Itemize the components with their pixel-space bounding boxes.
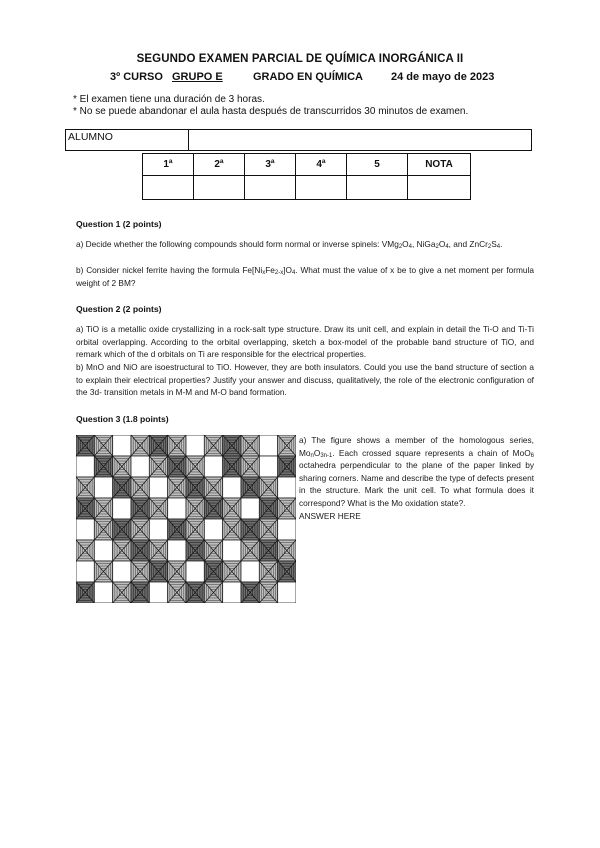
light-crossed-square (113, 540, 131, 561)
light-crossed-square (149, 498, 167, 519)
light-crossed-square (149, 456, 167, 477)
note-leave: * No se puede abandonar el aula hasta después de transcurridos 30 minutos de examen. (73, 106, 469, 117)
dark-crossed-square (76, 435, 94, 456)
degree-label: GRADO EN QUÍMICA (253, 71, 363, 83)
light-crossed-square (241, 540, 259, 561)
white-square (259, 435, 277, 456)
white-square (76, 561, 94, 582)
dark-crossed-square (186, 540, 204, 561)
dark-crossed-square (278, 561, 296, 582)
light-crossed-square (113, 456, 131, 477)
dark-crossed-square (241, 477, 259, 498)
q2-title: Question 2 (2 points) (76, 304, 162, 314)
student-name-box[interactable] (65, 129, 532, 151)
grade-cell[interactable] (347, 176, 408, 200)
grade-cell[interactable] (194, 176, 245, 200)
grade-cell[interactable] (143, 176, 194, 200)
course-label: 3º CURSO (110, 71, 163, 83)
grade-cell[interactable] (296, 176, 347, 200)
light-crossed-square (131, 519, 149, 540)
white-square (186, 435, 204, 456)
light-crossed-square (76, 540, 94, 561)
student-label: ALUMNO (68, 131, 113, 143)
dark-crossed-square (259, 540, 277, 561)
white-square (94, 582, 112, 603)
dark-crossed-square (223, 435, 241, 456)
exam-title: SEGUNDO EXAMEN PARCIAL DE QUÍMICA INORGÁNICA II (136, 53, 464, 65)
dark-crossed-square (131, 540, 149, 561)
white-square (204, 456, 222, 477)
q3-part-a: a) The figure shows a member of the homologous series, $Mo_nO_{3n-1}$. Each crossed square represents a chain of MoO$_6$ octahedra perpendicular to the plane of the paper linked by sharing corners. Name and describe the type of defects present in the structure. Mark the unit cell. To what formula does it correspond? What is the Mo oxidation state?. ANSWER HERE (299, 435, 534, 521)
white-square (113, 561, 131, 582)
grade-header: 3ª (245, 154, 296, 176)
light-crossed-square (259, 582, 277, 603)
light-crossed-square (168, 435, 186, 456)
light-crossed-square (94, 435, 112, 456)
light-crossed-square (186, 498, 204, 519)
white-square (94, 477, 112, 498)
dark-crossed-square (94, 456, 112, 477)
white-square (149, 477, 167, 498)
dark-crossed-square (204, 498, 222, 519)
grade-header: 5 (347, 154, 408, 176)
answer-placeholder[interactable]: ANSWER HERE (299, 510, 361, 521)
q3-title: Question 3 (1.8 points) (76, 414, 169, 424)
white-square (94, 540, 112, 561)
light-crossed-square (259, 519, 277, 540)
dark-crossed-square (168, 456, 186, 477)
grade-cell[interactable] (245, 176, 296, 200)
light-crossed-square (204, 435, 222, 456)
light-crossed-square (278, 498, 296, 519)
white-square (223, 582, 241, 603)
grades-header-row (143, 154, 471, 176)
q2-part-a: a) TiO is a metallic oxide crystallizing in a rock-salt type structure. Draw its unit cell, and explain in detail the Ti-O and Ti-Ti orbital overlapping. According to the orbital overlapping, sketch a box-model of the probable band structure of TiO, and remark which of the d orbitals on Ti are responsible for the electrical properties. (76, 324, 534, 360)
white-square (259, 456, 277, 477)
light-crossed-square (149, 540, 167, 561)
dark-crossed-square (168, 519, 186, 540)
white-square (278, 582, 296, 603)
white-square (186, 561, 204, 582)
grades-value-row (143, 176, 471, 200)
dark-crossed-square (76, 498, 94, 519)
light-crossed-square (204, 540, 222, 561)
dark-crossed-square (113, 519, 131, 540)
light-crossed-square (204, 477, 222, 498)
light-crossed-square (223, 561, 241, 582)
dark-crossed-square (186, 477, 204, 498)
white-square (241, 498, 259, 519)
white-square (113, 498, 131, 519)
light-crossed-square (168, 561, 186, 582)
white-square (131, 456, 149, 477)
white-square (278, 477, 296, 498)
light-crossed-square (94, 519, 112, 540)
dark-crossed-square (241, 519, 259, 540)
note-duration: * El examen tiene una duración de 3 horas. (73, 94, 265, 105)
dark-crossed-square (76, 582, 94, 603)
light-crossed-square (168, 477, 186, 498)
grade-header: NOTA (408, 154, 471, 176)
light-crossed-square (204, 582, 222, 603)
light-crossed-square (113, 582, 131, 603)
q1-part-a: a) Decide whether the following compounds should form normal or inverse spinels: $VMg_2O_4$, $NiGa_2O_4$, and $ZnCr_2S_4$. (76, 239, 503, 250)
dark-crossed-square (259, 498, 277, 519)
light-crossed-square (168, 582, 186, 603)
light-crossed-square (223, 498, 241, 519)
q1-part-b: b) Consider nickel ferrite having the formula $Fe[Ni_xFe_{2-x}]O_4$. What must the value of x be to give a net moment per formula weight of 2 BM? (76, 265, 534, 288)
grade-header: 1ª (143, 154, 194, 176)
white-square (149, 582, 167, 603)
light-crossed-square (241, 435, 259, 456)
light-crossed-square (131, 435, 149, 456)
exam-date: 24 de mayo de 2023 (391, 71, 495, 83)
light-crossed-square (241, 456, 259, 477)
light-crossed-square (94, 561, 112, 582)
white-square (113, 435, 131, 456)
dark-crossed-square (131, 498, 149, 519)
grade-header: 4ª (296, 154, 347, 176)
dark-crossed-square (223, 456, 241, 477)
light-crossed-square (259, 477, 277, 498)
grade-header: 2ª (194, 154, 245, 176)
dark-crossed-square (241, 582, 259, 603)
dark-crossed-square (149, 435, 167, 456)
light-crossed-square (259, 561, 277, 582)
light-crossed-square (186, 519, 204, 540)
white-square (168, 540, 186, 561)
q1-title: Question 1 (2 points) (76, 219, 162, 229)
dark-crossed-square (186, 582, 204, 603)
light-crossed-square (223, 519, 241, 540)
light-crossed-square (131, 561, 149, 582)
dark-crossed-square (149, 561, 167, 582)
white-square (168, 498, 186, 519)
light-crossed-square (76, 477, 94, 498)
student-box-divider (188, 130, 189, 150)
light-crossed-square (186, 456, 204, 477)
dark-crossed-square (113, 477, 131, 498)
white-square (76, 519, 94, 540)
group-label: GRUPO E (172, 71, 223, 83)
white-square (76, 456, 94, 477)
dark-crossed-square (278, 456, 296, 477)
white-square (241, 561, 259, 582)
white-square (278, 519, 296, 540)
light-crossed-square (278, 540, 296, 561)
white-square (204, 519, 222, 540)
grade-cell[interactable] (408, 176, 471, 200)
white-square (223, 477, 241, 498)
dark-crossed-square (131, 582, 149, 603)
white-square (223, 540, 241, 561)
light-crossed-square (278, 435, 296, 456)
light-crossed-square (94, 498, 112, 519)
dark-crossed-square (204, 561, 222, 582)
homologous-series-figure (76, 435, 296, 603)
light-crossed-square (131, 477, 149, 498)
q2-part-b: b) MnO and NiO are isoestructural to TiO. However, they are both insulators. Could you use the band structure of section a to explain their electrical properties? Justify your answer and discuss, qualitatively, the role of the electronic configuration of the 3d- transition metals in M-M and M-O band formation. (76, 362, 534, 398)
white-square (149, 519, 167, 540)
grades-table (142, 153, 471, 200)
